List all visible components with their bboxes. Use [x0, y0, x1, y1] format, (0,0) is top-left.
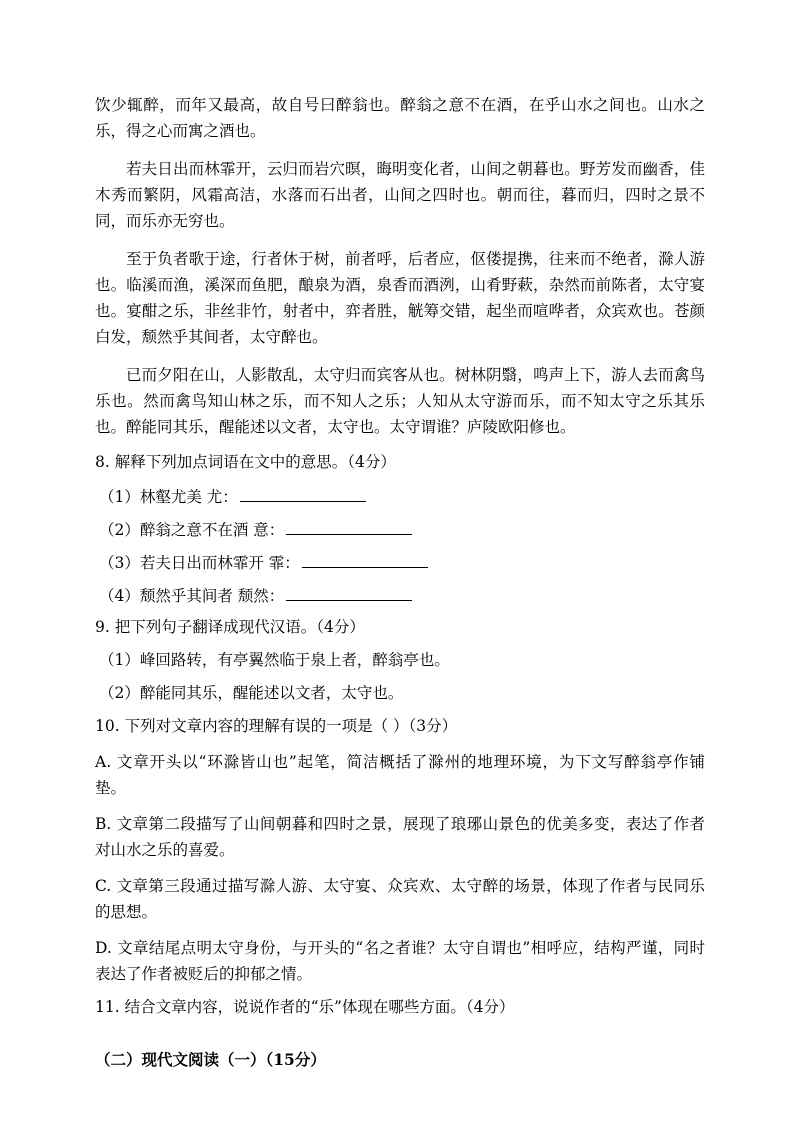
document-content	[95, 92, 705, 1070]
question-10-option-d: D. 文章结尾点明太守身份，与开头的“名之者谁？太守自谓也”相呼应，结构严谨，同时表达了作者被贬后的抑郁之情。	[95, 939, 705, 983]
question-8-item-4-text: （4）颓然乎其间者 颓然：	[99, 587, 285, 605]
question-10-option-b: B. 文章第二段描写了山间朝暮和四时之景，展现了琅琊山景色的优美多变，表达了作者对山水之乐的喜爱。	[95, 815, 705, 859]
question-8-item-3-text: （3）若夫日出而林霏开 霏：	[99, 554, 300, 572]
question-10-title: 10. 下列对文章内容的理解有误的一项是（ ）（3分）	[95, 717, 458, 735]
question-8-item-3	[95, 551, 705, 584]
section-heading: （二）现代文阅读（一）（15分）	[95, 1050, 326, 1069]
question-10-option-c: C. 文章第三段通过描写滁人游、太守宴、众宾欢、太守醉的场景，体现了作者与民同乐的思想。	[95, 877, 705, 921]
question-10-option-a: A. 文章开头以“环滁皆山也”起笔，简洁概括了滁州的地理环境，为下文写醉翁亭作铺垫。	[95, 753, 705, 797]
passage-paragraph-3: 至于负者歌于途，行者休于树，前者呼，后者应，伛偻提携，往来而不绝者，滁人游也。临溪而渔，溪深而鱼肥，酿泉为酒，泉香而酒洌，山肴野蔌，杂然而前陈者，太守宴也。宴酣之乐，非丝非竹，射者中，弈者胜，觥筹交错，起坐而喧哗者，众宾欢也。苍颜白发，颓然乎其间者，太守醉也。	[95, 250, 705, 346]
question-11-title: 11. 结合文章内容，说说作者的“乐”体现在哪些方面。（4分）	[95, 998, 515, 1016]
question-9-title: 9. 把下列句子翻译成现代汉语。（4分）	[95, 618, 365, 636]
question-8-item-2	[95, 518, 705, 551]
answer-blank-3[interactable]	[302, 551, 428, 568]
question-8-item-1-text: （1）林壑尤美 尤：	[99, 488, 238, 506]
question-8-title: 8. 解释下列加点词语在文中的意思。（4分）	[95, 453, 396, 471]
question-8-item-1	[95, 485, 705, 518]
passage-paragraph-2: 若夫日出而林霏开，云归而岩穴暝，晦明变化者，山间之朝暮也。野芳发而幽香，佳木秀而繁阴，风霜高洁，水落而石出者，山间之四时也。朝而往，暮而归，四时之景不同，而乐亦无穷也。	[95, 160, 705, 230]
answer-blank-1[interactable]	[240, 485, 366, 502]
question-9-item-2: （2）醉能同其乐，醒能述以文者，太守也。	[99, 684, 404, 702]
question-9-item-1: （1）峰回路转，有亭翼然临于泉上者，醉翁亭也。	[99, 651, 450, 669]
question-8-item-4	[95, 584, 705, 617]
passage-paragraph-4: 已而夕阳在山，人影散乱，太守归而宾客从也。树林阴翳，鸣声上下，游人去而禽鸟乐也。然而禽鸟知山林之乐，而不知人之乐；人知从太守游而乐，而不知太守之乐其乐也。醉能同其乐，醒能述以文者，太守也。太守谓谁？庐陵欧阳修也。	[95, 366, 705, 436]
passage-paragraph-1: 饮少辄醉，而年又最高，故自号曰醉翁也。醉翁之意不在酒，在乎山水之间也。山水之乐，得之心而寓之酒也。	[95, 96, 705, 140]
answer-blank-4[interactable]	[286, 584, 412, 601]
answer-blank-2[interactable]	[286, 518, 412, 535]
question-8-item-2-text: （2）醉翁之意不在酒 意：	[99, 521, 285, 539]
